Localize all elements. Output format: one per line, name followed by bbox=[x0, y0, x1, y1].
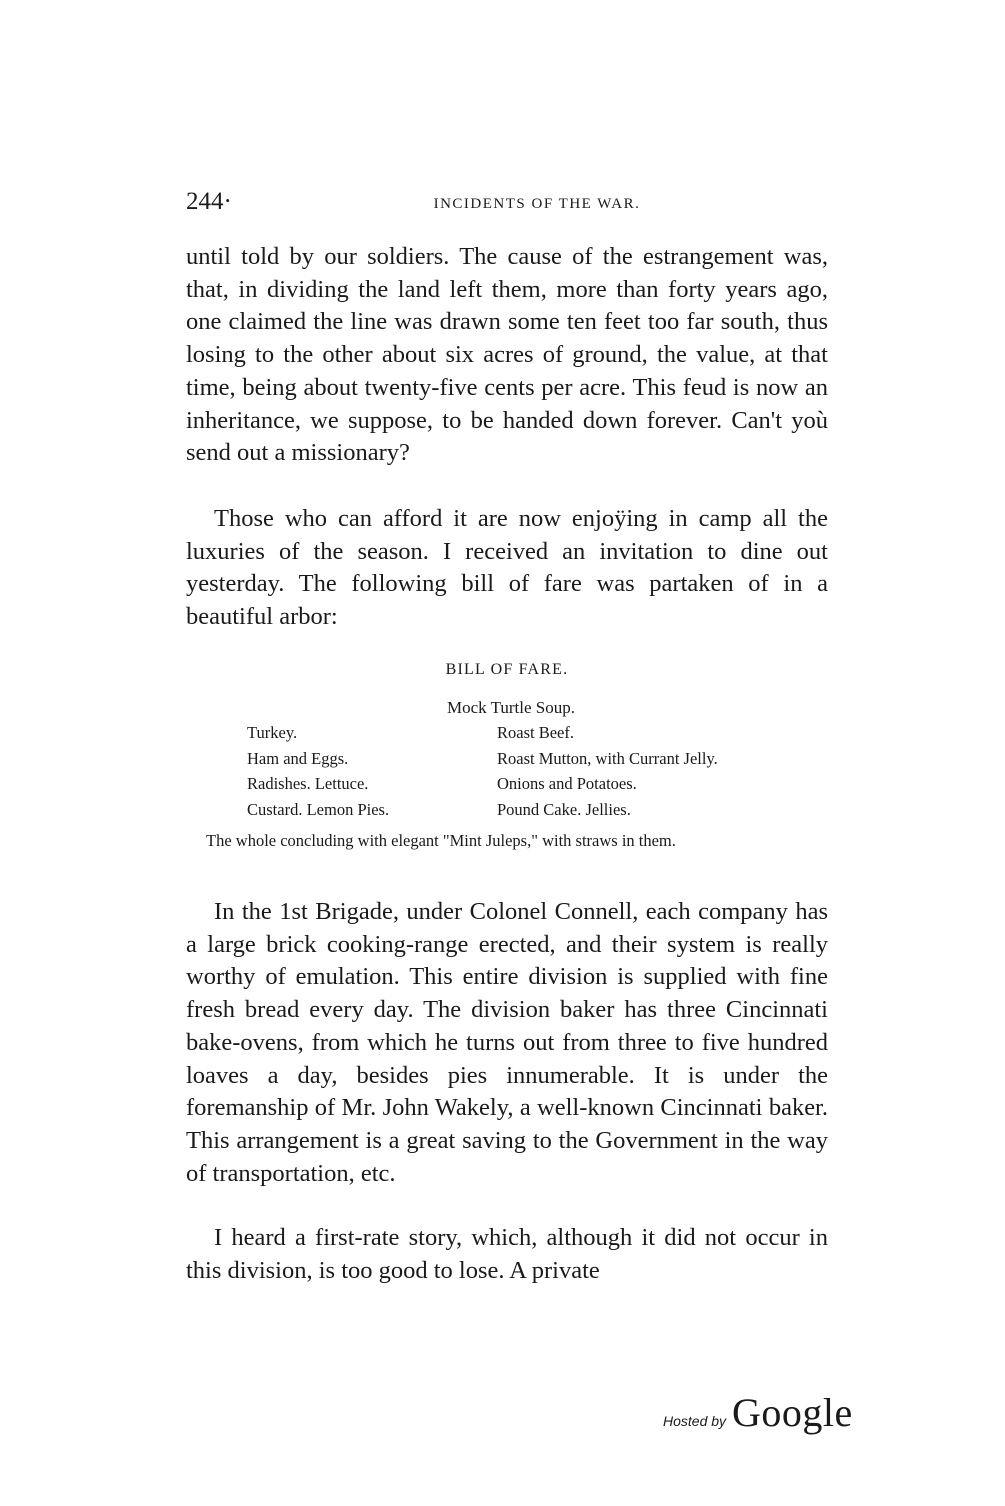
page-header bbox=[186, 188, 828, 218]
google-watermark bbox=[663, 1389, 853, 1439]
google-logo: Google bbox=[732, 1390, 853, 1435]
menu-item: Radishes. Lettuce. bbox=[247, 774, 369, 793]
menu-item: Roast Beef. bbox=[497, 723, 574, 742]
paragraph-invitation: Those who can afford it are now enjoÿing in camp all the luxuries of the season. I received an invitation to dine out yesterday. The following bill of fare was partaken of in a beautiful arbor: bbox=[186, 505, 828, 631]
menu-item: Pound Cake. Jellies. bbox=[497, 799, 631, 819]
menu-item-soup: Mock Turtle Soup. bbox=[447, 698, 575, 717]
menu-item: Roast Mutton, with Currant Jelly. bbox=[497, 748, 718, 768]
bill-of-fare-title: BILL OF FARE. bbox=[445, 661, 569, 678]
menu-item: Onions and Potatoes. bbox=[497, 774, 637, 793]
menu-row bbox=[247, 723, 847, 749]
menu-note: The whole concluding with elegant "Mint Juleps," with straws in them. bbox=[206, 831, 676, 850]
paragraph-feud: until told by our soldiers. The cause of the estrangement was, that, in dividing the land left them, more than forty years ago, one claimed the line was drawn some ten feet too far south, thus losing to the other about six acres of ground, the value, at that time, being about twenty-five cents per acre. This feud is now an inheritance, we suppose, to be handed down forever. Can't yoù send out a missionary? bbox=[186, 243, 828, 467]
menu-item: Ham and Eggs. bbox=[247, 748, 349, 768]
running-head: INCIDENTS OF THE WAR. bbox=[433, 196, 641, 212]
menu-row bbox=[247, 774, 847, 800]
paragraph-story: I heard a first-rate story, which, although it did not occur in this division, is too good to lose. A private bbox=[186, 1224, 828, 1284]
hosted-by-text: Hosted by bbox=[663, 1413, 727, 1429]
paragraph-brigade: In the 1st Brigade, under Colonel Connell, each company has a large brick cooking-range erected, and their system is really worthy of emulation. This entire division is supplied with fine fresh bread every day. The division baker has three Cincinnati bake-ovens, from which he turns out from three to five hundred loaves a day, besides pies innumerable. It is under the foremanship of Mr. John Wakely, a well-known Cincinnati baker. This arrangement is a great saving to the Government in the way of transportation, etc. bbox=[186, 898, 828, 1187]
menu-item: Custard. Lemon Pies. bbox=[247, 799, 390, 819]
page-number: 244· bbox=[186, 188, 232, 215]
menu-row bbox=[247, 800, 847, 826]
bill-of-fare-list bbox=[247, 723, 847, 825]
menu-row bbox=[247, 749, 847, 775]
menu-item: Turkey. bbox=[247, 723, 298, 742]
